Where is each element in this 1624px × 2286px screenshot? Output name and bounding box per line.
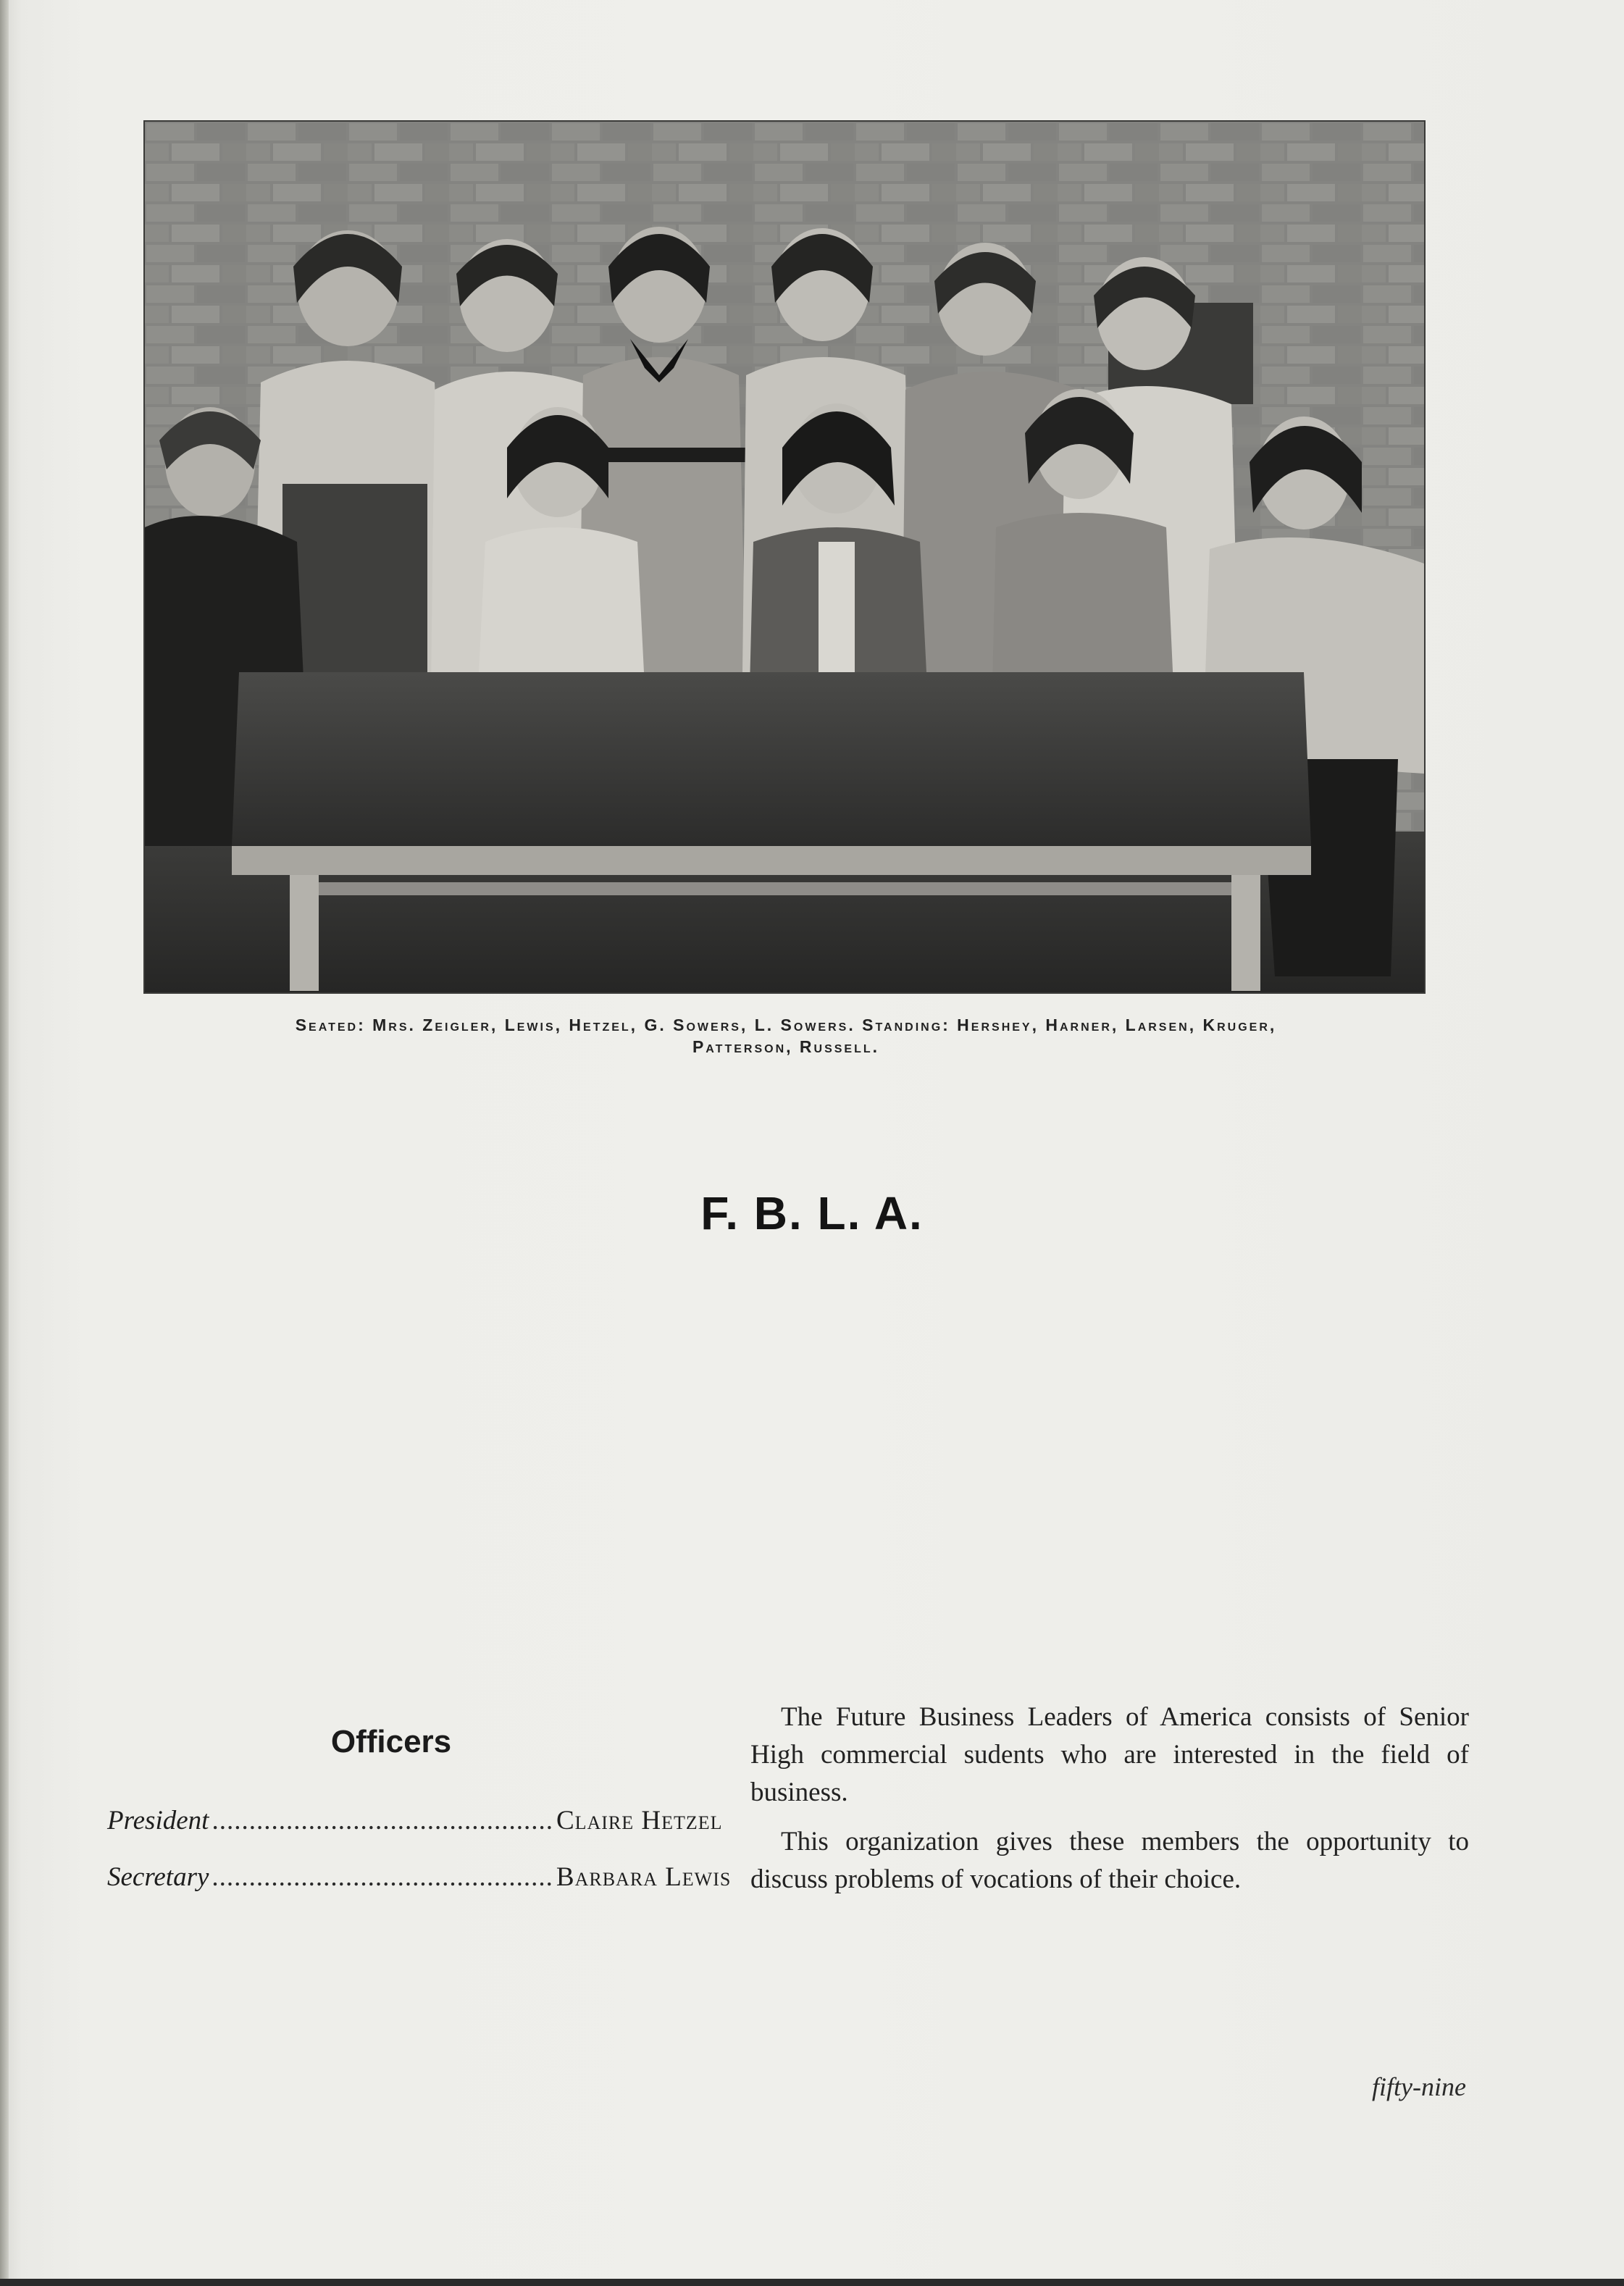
group-photo: [143, 120, 1426, 994]
officer-role: Secretary: [107, 1862, 209, 1892]
bottom-edge: [0, 2279, 1624, 2286]
photo-caption: [138, 1014, 1434, 1058]
caption-line-1: Seated: Mrs. Zeigler, Lewis, Hetzel, G. Sowers, L. Sowers. Standing: Hershey, Harner, Larsen, Kruger,: [295, 1016, 1277, 1034]
description-paragraph-1: The Future Business Leaders of America consists of Senior High commercial sudents who are interested in the field of business.: [750, 1702, 1469, 1807]
description-paragraph-2: This organization gives these members the opportunity to discuss problems of vocations of their choice.: [750, 1827, 1469, 1894]
leader-dots: ..............................................: [212, 1806, 553, 1835]
officer-name: Barbara Lewis: [556, 1862, 732, 1892]
page-spine-shadow: [0, 0, 9, 2286]
caption-line-2: Patterson, Russell.: [692, 1037, 880, 1056]
leader-dots: ..............................................: [212, 1862, 553, 1892]
page-number: fifty-nine: [1372, 2072, 1466, 2101]
description: [750, 1699, 1469, 1910]
officers-heading: Officers: [330, 1724, 452, 1759]
page-title: F. B. L. A.: [700, 1187, 924, 1239]
officer-row-secretary: [107, 1862, 732, 1898]
officer-name: Claire Hetzel: [556, 1806, 723, 1835]
officer-row-president: [107, 1805, 723, 1841]
officer-role: President: [107, 1806, 209, 1835]
